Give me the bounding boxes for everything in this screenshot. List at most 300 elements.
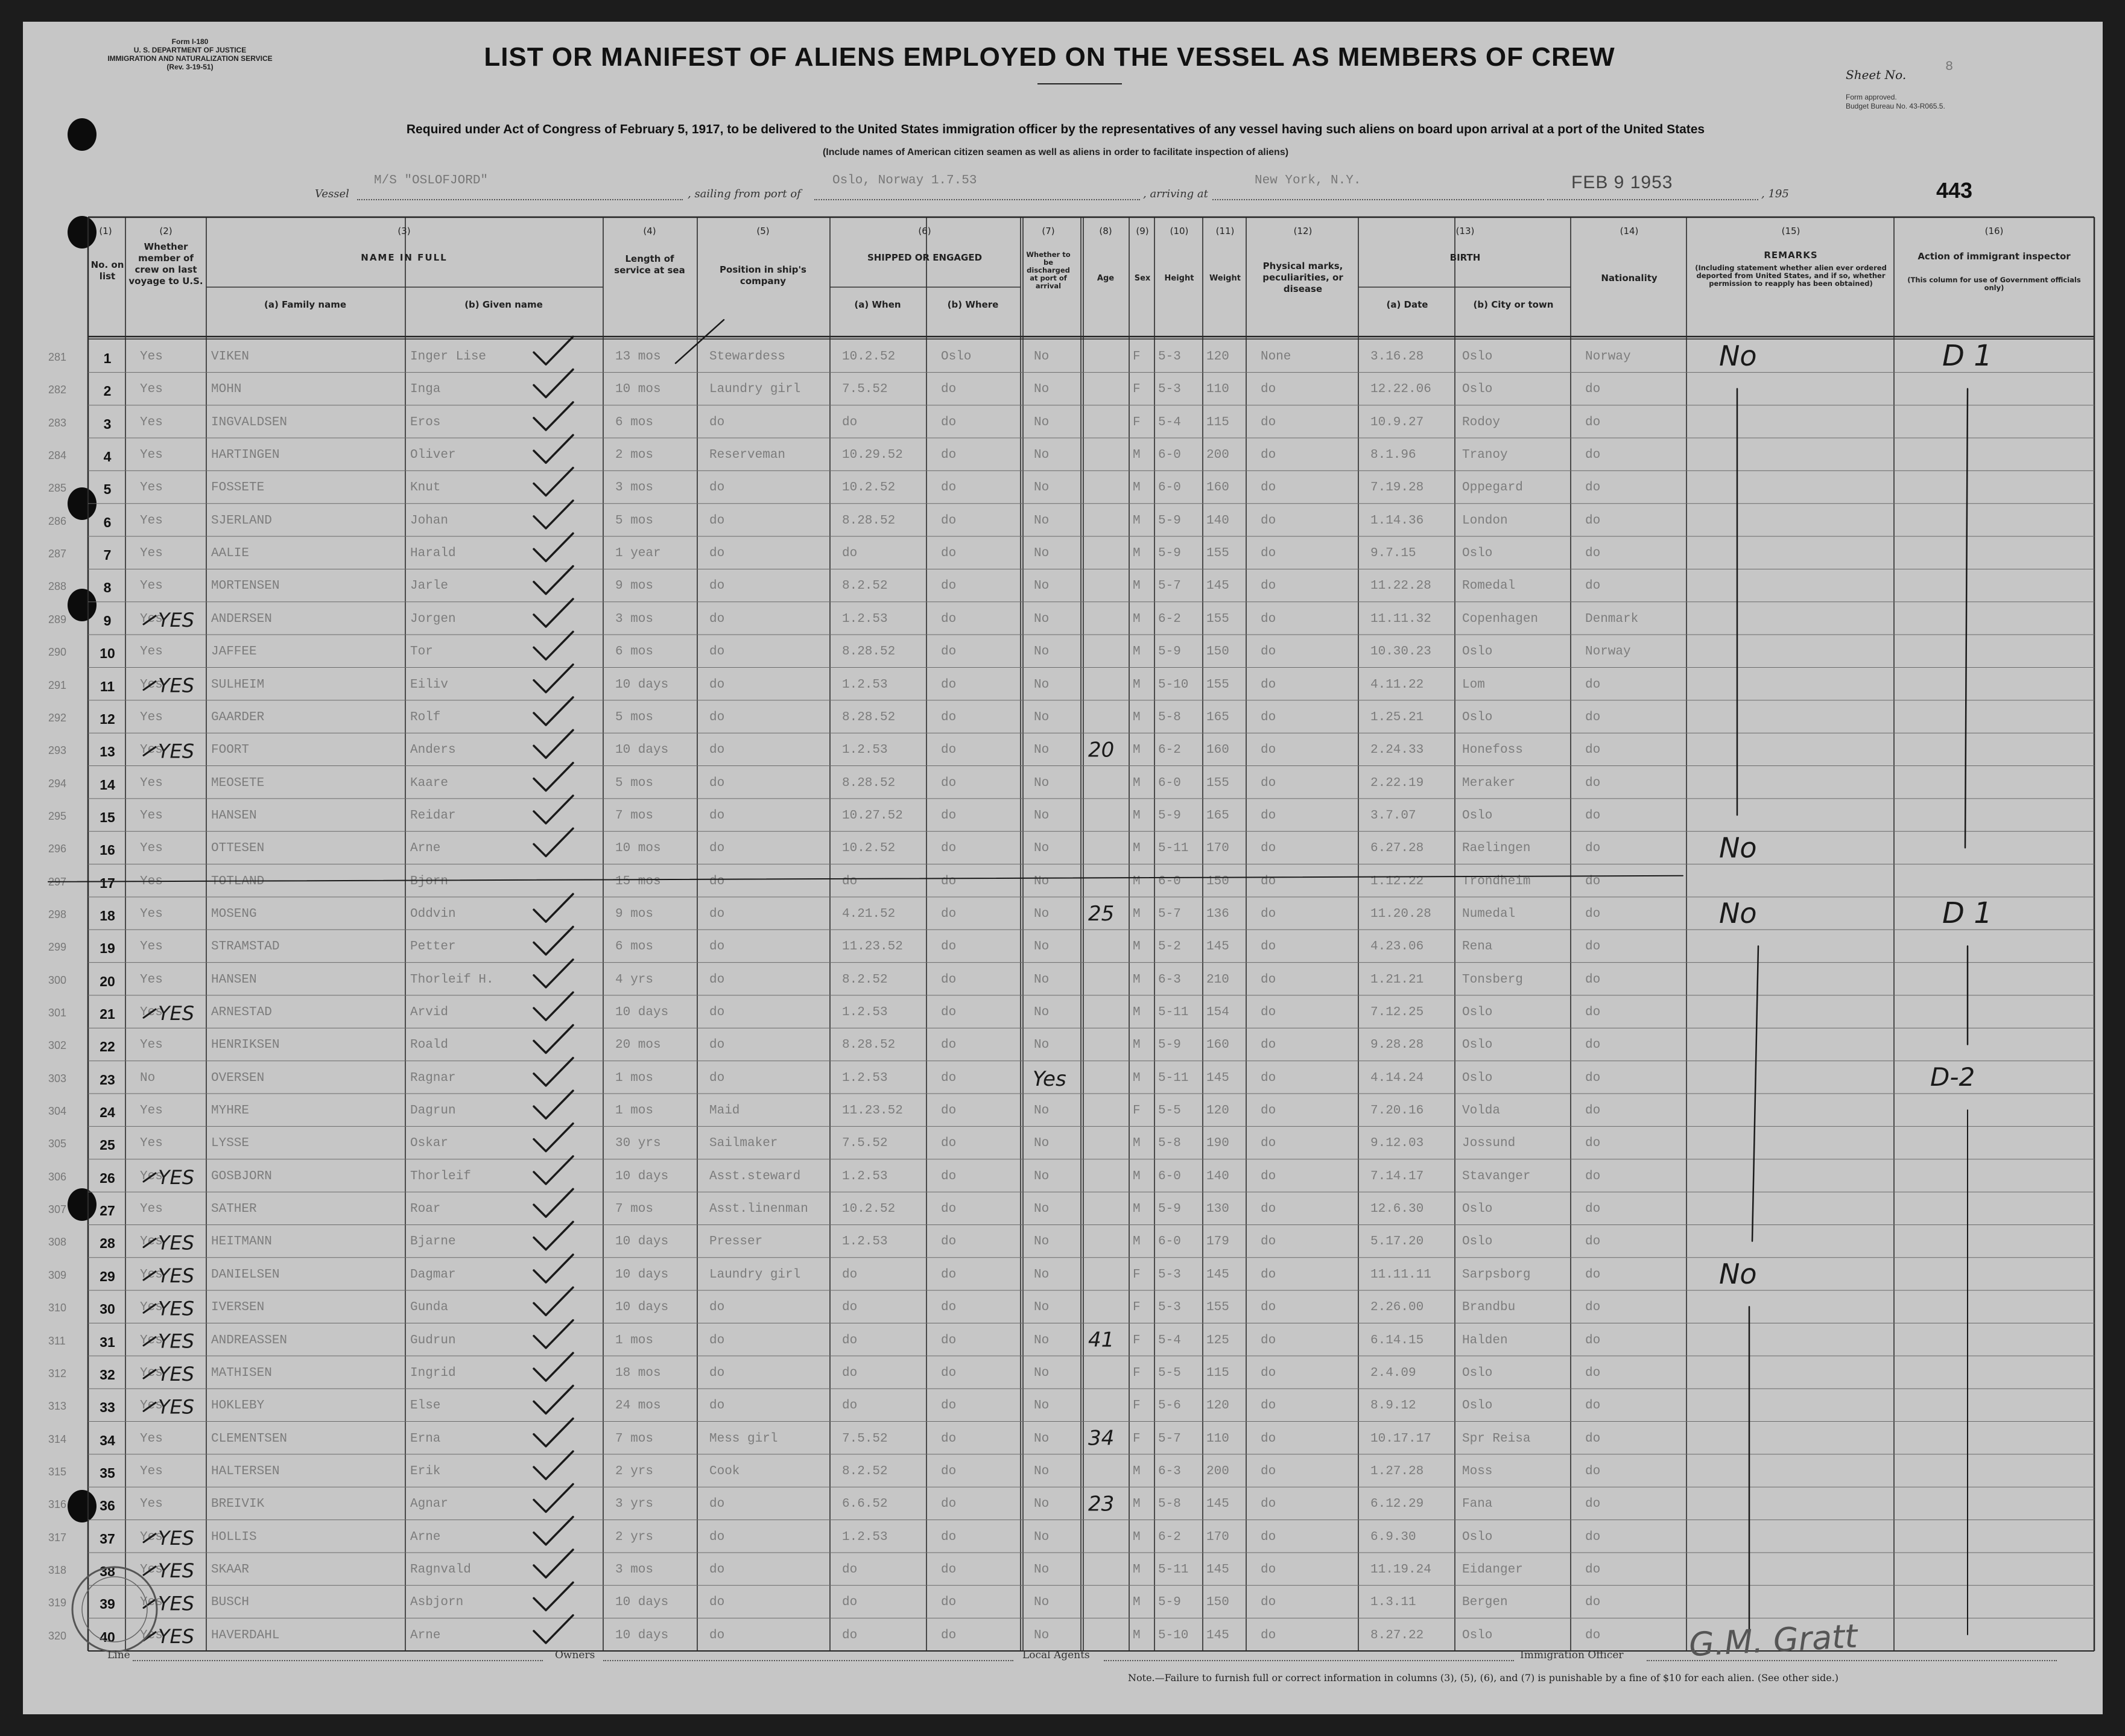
weight-cell: 155 <box>1206 612 1229 626</box>
physical-marks-cell: do <box>1261 1399 1276 1413</box>
family-name-cell: VIKEN <box>211 350 250 364</box>
discharge-cell: No <box>1034 645 1050 659</box>
shipped-where-cell: do <box>941 1071 957 1085</box>
prev-voyage-cell: Yes <box>140 546 163 561</box>
sex-cell: M <box>1133 1071 1141 1085</box>
physical-marks-cell: do <box>1261 1333 1276 1348</box>
vessel-label: Vessel <box>315 188 349 200</box>
height-cell: 5-9 <box>1158 1595 1181 1610</box>
birth-date-cell: 1.12.22 <box>1370 874 1424 889</box>
weight-cell: 145 <box>1206 579 1229 594</box>
discharge-cell: No <box>1034 776 1050 790</box>
weight-cell: 125 <box>1206 1333 1229 1348</box>
shipped-when-cell: do <box>842 1267 858 1282</box>
check-mark-icon <box>534 763 573 791</box>
height-cell: 6-3 <box>1158 1464 1181 1478</box>
check-mark-icon <box>534 1222 573 1250</box>
family-name-cell: JAFFEE <box>211 645 257 659</box>
birth-date-cell: 6.9.30 <box>1370 1530 1416 1544</box>
height-cell: 6-0 <box>1158 1169 1181 1183</box>
birth-city-cell: Eidanger <box>1462 1562 1523 1577</box>
footer-line-dots <box>133 1660 543 1661</box>
shipped-when-cell: 10.2.52 <box>842 841 896 856</box>
physical-marks-cell: do <box>1261 1530 1276 1544</box>
check-mark-icon <box>534 796 573 823</box>
service-cell: 13 mos <box>615 350 661 364</box>
height-cell: 5-3 <box>1158 382 1181 397</box>
physical-marks-cell: do <box>1261 743 1276 758</box>
physical-marks-cell: do <box>1261 1562 1276 1577</box>
position-cell: do <box>709 579 725 594</box>
check-mark-icon <box>534 533 573 561</box>
height-cell: 6-2 <box>1158 743 1181 758</box>
position-cell: do <box>709 1399 725 1413</box>
page-title: LIST OR MANIFEST OF ALIENS EMPLOYED ON THE VESSEL AS MEMBERS OF CREW <box>484 42 1615 72</box>
discharge-cell: No <box>1034 940 1050 954</box>
shipped-where-cell: do <box>941 1202 957 1217</box>
family-name-cell: HALTERSEN <box>211 1464 280 1478</box>
subtitle: Required under Act of Congress of February 5, 1917, to be delivered to the United States immigration officer by the representatives of any vessel having such aliens on board upon arrival at a port of the United States <box>406 122 1705 136</box>
prev-voyage-cell: Yes <box>140 1431 163 1446</box>
sequence-number: 282 <box>48 384 67 396</box>
sex-cell: F <box>1133 1366 1141 1380</box>
weight-cell: 165 <box>1206 710 1229 724</box>
birth-city-cell: Lom <box>1462 677 1485 692</box>
prev-voyage-cell: Yes <box>140 940 163 954</box>
nationality-cell: do <box>1585 1595 1601 1610</box>
physical-marks-cell: do <box>1261 612 1276 626</box>
prev-voyage-cell: Yes <box>140 1497 163 1512</box>
nationality-cell: do <box>1585 481 1601 495</box>
birth-date-cell: 2.26.00 <box>1370 1300 1424 1315</box>
row-number: 19 <box>100 940 115 957</box>
prev-voyage-cell: Yes <box>140 677 163 692</box>
check-mark-icon <box>534 1517 573 1545</box>
position-cell: do <box>709 907 725 921</box>
check-mark-icon <box>534 468 573 496</box>
height-cell: 5-3 <box>1158 350 1181 364</box>
sex-cell: M <box>1133 1006 1141 1019</box>
service-cell: 3 mos <box>615 481 654 495</box>
sex-cell: M <box>1133 972 1141 987</box>
shipped-when-cell: 1.2.53 <box>842 1235 888 1249</box>
physical-marks-cell: do <box>1261 1267 1276 1282</box>
service-cell: 5 mos <box>615 710 654 724</box>
birth-date-cell: 8.27.22 <box>1370 1628 1424 1643</box>
yes-dash-mark <box>144 1009 156 1018</box>
row-number: 30 <box>100 1301 115 1317</box>
prev-voyage-cell: Yes <box>140 1366 163 1380</box>
birth-city-cell: Oslo <box>1462 1038 1493 1053</box>
shipped-when-cell: 7.5.52 <box>842 1136 888 1151</box>
check-mark-icon <box>676 320 724 363</box>
handwritten-yes: YES <box>158 1395 195 1419</box>
sex-cell: M <box>1133 612 1141 626</box>
nationality-cell: do <box>1585 546 1601 561</box>
position-cell: do <box>709 710 725 724</box>
given-name-cell: Petter <box>410 940 456 954</box>
handwritten-yes: YES <box>158 1624 195 1648</box>
height-cell: 5-11 <box>1158 1006 1189 1019</box>
prev-voyage-cell: Yes <box>140 710 163 724</box>
given-name-cell: Jorgen <box>410 612 456 626</box>
row-number: 10 <box>100 645 115 662</box>
position-cell: Presser <box>709 1235 763 1249</box>
row-number: 2 <box>103 383 112 399</box>
birth-city-cell: Meraker <box>1462 776 1516 790</box>
physical-marks-cell: do <box>1261 1497 1276 1512</box>
position-cell: do <box>709 1530 725 1544</box>
sex-cell: M <box>1133 743 1141 758</box>
birth-city-cell: Trondheim <box>1462 874 1531 889</box>
service-cell: 1 mos <box>615 1333 654 1348</box>
service-cell: 3 mos <box>615 612 654 626</box>
shipped-where-cell: do <box>941 382 957 397</box>
prev-voyage-cell: Yes <box>140 1530 163 1544</box>
physical-marks-cell: do <box>1261 448 1276 463</box>
birth-date-cell: 12.6.30 <box>1370 1202 1424 1217</box>
position-cell: do <box>709 808 725 823</box>
discharge-cell: No <box>1034 1104 1050 1118</box>
sequence-number: 298 <box>48 908 67 920</box>
shipped-where-cell: do <box>941 972 957 987</box>
given-name-cell: Erik <box>410 1464 441 1478</box>
physical-marks-cell: do <box>1261 1038 1276 1053</box>
check-mark-icon <box>534 1091 573 1118</box>
discharge-cell: No <box>1034 743 1050 758</box>
discharge-cell: No <box>1034 481 1050 495</box>
birth-city-cell: Bergen <box>1462 1595 1508 1610</box>
shipped-where-cell: do <box>941 677 957 692</box>
shipped-where-cell: do <box>941 415 957 429</box>
nationality-cell: do <box>1585 808 1601 823</box>
family-name-cell: OTTESEN <box>211 841 265 856</box>
sheet-number: 8 <box>1945 59 1954 74</box>
prev-voyage-cell: Yes <box>140 841 163 856</box>
family-name-cell: GAARDER <box>211 710 265 724</box>
height-cell: 5-11 <box>1158 841 1189 856</box>
birth-city-cell: Oslo <box>1462 1530 1493 1544</box>
physical-marks-cell: do <box>1261 1300 1276 1315</box>
sex-cell: M <box>1133 940 1141 954</box>
family-name-cell: LYSSE <box>211 1136 250 1151</box>
prev-voyage-cell: Yes <box>140 350 163 364</box>
shipped-when-cell: do <box>842 874 858 889</box>
birth-date-cell: 6.27.28 <box>1370 841 1424 856</box>
nationality-cell: do <box>1585 382 1601 397</box>
physical-marks-cell: do <box>1261 1202 1276 1217</box>
prev-voyage-cell: Yes <box>140 579 163 594</box>
position-cell: Stewardess <box>709 350 786 364</box>
prev-voyage-cell: Yes <box>140 1595 163 1610</box>
weight-cell: 145 <box>1206 1071 1229 1085</box>
prev-voyage-cell: Yes <box>140 1300 163 1315</box>
handwritten-yes: YES <box>158 1559 195 1583</box>
birth-city-cell: Oslo <box>1462 1366 1493 1380</box>
family-name-cell: INGVALDSEN <box>211 415 288 429</box>
shipped-when-cell: 10.27.52 <box>842 808 903 823</box>
shipped-when-cell: do <box>842 1333 858 1348</box>
nationality-cell: do <box>1585 1562 1601 1577</box>
handwritten-yes: YES <box>158 1231 195 1255</box>
row-number: 3 <box>103 416 112 432</box>
position-cell: do <box>709 612 725 626</box>
sequence-number: 289 <box>48 613 67 626</box>
shipped-when-cell: do <box>842 415 858 429</box>
nationality-cell: do <box>1585 448 1601 463</box>
row-number: 17 <box>100 875 115 891</box>
page-number: 443 <box>1936 178 1973 203</box>
check-mark-icon <box>534 370 573 398</box>
physical-marks-cell: do <box>1261 1628 1276 1643</box>
sailing-label: , sailing from port of <box>688 188 801 200</box>
family-name-cell: BREIVIK <box>211 1497 265 1512</box>
birth-city-cell: Romedal <box>1462 579 1516 594</box>
prev-voyage-cell: Yes <box>140 1399 163 1413</box>
birth-city-cell: Oslo <box>1462 1235 1493 1249</box>
position-cell: do <box>709 1366 725 1380</box>
prev-voyage-cell: Yes <box>140 743 163 758</box>
physical-marks-cell: do <box>1261 1235 1276 1249</box>
col14-label: Nationality <box>1601 273 1658 284</box>
check-mark-icon <box>534 1058 573 1086</box>
physical-marks-cell: do <box>1261 907 1276 921</box>
position-cell: Laundry girl <box>709 382 801 397</box>
sequence-number: 309 <box>48 1269 67 1281</box>
col13-label: BIRTH <box>1449 252 1481 263</box>
col4-number: (4) <box>643 226 656 236</box>
sequence-number: 319 <box>48 1597 67 1609</box>
sequence-number: 294 <box>48 777 67 790</box>
shipped-when-cell: 1.2.53 <box>842 1169 888 1183</box>
yes-dash-mark <box>144 747 156 755</box>
family-name-cell: HOLLIS <box>211 1530 257 1544</box>
col15-note: (Including statement whether alien ever ordered deported from United States, and if so, whether permission to reapply has been obtained) <box>1695 264 1887 288</box>
weight-cell: 155 <box>1206 776 1229 790</box>
family-name-cell: FOORT <box>211 743 250 758</box>
row-number: 16 <box>100 842 115 858</box>
shipped-where-cell: do <box>941 1366 957 1380</box>
col5-number: (5) <box>756 226 770 236</box>
sequence-number: 295 <box>48 809 67 822</box>
family-name-cell: HENRIKSEN <box>211 1038 280 1053</box>
discharge-cell: No <box>1034 415 1050 429</box>
prev-voyage-cell: Yes <box>140 1235 163 1249</box>
check-mark-icon <box>534 566 573 594</box>
row-number: 39 <box>100 1596 115 1612</box>
height-cell: 5-9 <box>1158 645 1181 659</box>
shipped-when-cell: 7.5.52 <box>842 382 888 397</box>
birth-date-cell: 10.17.17 <box>1370 1431 1431 1446</box>
sex-cell: M <box>1133 1038 1141 1053</box>
yes-dash-mark <box>144 1239 156 1247</box>
birth-date-cell: 6.14.15 <box>1370 1333 1424 1348</box>
nationality-cell: do <box>1585 743 1601 758</box>
sex-cell: M <box>1133 874 1141 889</box>
footer-note: Note.—Failure to furnish full or correct information in columns (3), (5), (6), and (7) is punishable by a fine of $10 for each alien. (See other side.) <box>1128 1672 1839 1684</box>
service-cell: 2 mos <box>615 448 654 463</box>
discharge-cell: No <box>1034 1235 1050 1249</box>
shipped-when-cell: 1.2.53 <box>842 1006 888 1019</box>
shipped-when-cell: 10.2.52 <box>842 481 896 495</box>
handwritten-yes: YES <box>158 674 195 697</box>
yes-dash-mark <box>144 682 156 690</box>
shipped-where-cell: do <box>941 546 957 561</box>
sailing-from: Oslo, Norway 1.7.53 <box>832 174 977 188</box>
official-seal <box>82 1577 147 1642</box>
service-cell: 10 mos <box>615 841 661 856</box>
given-name-cell: Eiliv <box>410 677 449 692</box>
row-number: 25 <box>100 1137 115 1153</box>
handwritten-yes: YES <box>158 740 195 763</box>
family-name-cell: HANSEN <box>211 972 257 987</box>
shipped-where-cell: do <box>941 841 957 856</box>
birth-city-cell: Halden <box>1462 1333 1508 1348</box>
birth-date-cell: 4.23.06 <box>1370 940 1424 954</box>
prev-voyage-cell: Yes <box>140 513 163 528</box>
sequence-number: 302 <box>48 1039 67 1052</box>
birth-date-cell: 4.11.22 <box>1370 677 1424 692</box>
service-cell: 5 mos <box>615 513 654 528</box>
sequence-number: 308 <box>48 1236 67 1249</box>
shipped-where-cell: do <box>941 1169 957 1183</box>
shipped-where-cell: do <box>941 874 957 889</box>
ditto-line <box>1752 946 1758 1241</box>
given-name-cell: Knut <box>410 481 441 495</box>
birth-date-cell: 11.11.11 <box>1370 1267 1431 1282</box>
nationality-cell: do <box>1585 1169 1601 1183</box>
birth-city-cell: London <box>1462 513 1508 528</box>
prev-voyage-cell: Yes <box>140 382 163 397</box>
nationality-cell: Norway <box>1585 645 1631 659</box>
sex-cell: F <box>1133 1267 1141 1282</box>
handwritten-age: 25 <box>1088 902 1115 927</box>
action-d1: D 1 <box>1942 339 1992 373</box>
col10-label: Height <box>1164 274 1194 283</box>
sex-cell: F <box>1133 1333 1141 1348</box>
row-number: 5 <box>103 481 112 498</box>
sex-cell: M <box>1133 645 1141 659</box>
service-cell: 3 yrs <box>615 1497 654 1512</box>
service-cell: 2 yrs <box>615 1464 654 1478</box>
height-cell: 6-0 <box>1158 481 1181 495</box>
service-cell: 6 mos <box>615 415 654 429</box>
service-cell: 10 days <box>615 1628 669 1643</box>
nationality-cell: do <box>1585 841 1601 856</box>
height-cell: 6-2 <box>1158 1530 1181 1544</box>
year-label: , 195 <box>1761 188 1789 200</box>
position-cell: do <box>709 513 725 528</box>
handwritten-age: 23 <box>1088 1492 1115 1516</box>
col6-number: (6) <box>918 226 931 236</box>
handwritten-age: 20 <box>1088 738 1115 762</box>
prev-voyage-cell: Yes <box>140 415 163 429</box>
service-cell: 10 days <box>615 1300 669 1315</box>
service-cell: 7 mos <box>615 1202 654 1217</box>
birth-date-cell: 10.30.23 <box>1370 645 1431 659</box>
height-cell: 5-11 <box>1158 1071 1189 1085</box>
sex-cell: M <box>1133 776 1141 790</box>
position-cell: do <box>709 645 725 659</box>
given-name-cell: Arne <box>410 1530 441 1544</box>
footer-owners-label: Owners <box>555 1649 595 1661</box>
weight-cell: 140 <box>1206 513 1229 528</box>
sex-cell: M <box>1133 579 1141 594</box>
position-cell: do <box>709 940 725 954</box>
discharge-cell: No <box>1034 677 1050 692</box>
given-name-cell: Reidar <box>410 808 456 823</box>
service-cell: 10 mos <box>615 382 661 397</box>
col16-number: (16) <box>1984 226 2004 236</box>
yes-dash-mark <box>144 1599 156 1608</box>
given-name-cell: Oliver <box>410 448 456 463</box>
weight-cell: 170 <box>1206 1530 1229 1544</box>
birth-date-cell: 7.20.16 <box>1370 1104 1424 1118</box>
sex-cell: F <box>1133 1300 1141 1315</box>
height-cell: 5-2 <box>1158 940 1181 954</box>
discharge-cell: No <box>1034 1399 1050 1413</box>
discharge-cell: No <box>1034 1169 1050 1183</box>
shipped-when-cell: 1.2.53 <box>842 1530 888 1544</box>
sex-cell: M <box>1133 513 1141 528</box>
check-mark-icon <box>534 1419 573 1446</box>
shipped-where-cell: do <box>941 1399 957 1413</box>
handwritten-discharge-yes: Yes <box>1033 1066 1066 1091</box>
shipped-when-cell: 8.28.52 <box>842 776 896 790</box>
sex-cell: M <box>1133 1595 1141 1610</box>
shipped-when-cell: do <box>842 1562 858 1577</box>
shipped-when-cell: do <box>842 1595 858 1610</box>
discharge-cell: No <box>1034 1333 1050 1348</box>
sex-cell: M <box>1133 1169 1141 1183</box>
shipped-where-cell: do <box>941 1038 957 1053</box>
col9-label: Sex <box>1134 274 1151 283</box>
position-cell: do <box>709 1038 725 1053</box>
check-mark-icon <box>534 599 573 627</box>
birth-date-cell: 8.1.96 <box>1370 448 1416 463</box>
physical-marks-cell: do <box>1261 1136 1276 1151</box>
nationality-cell: do <box>1585 1136 1601 1151</box>
col1-label: No. on list <box>90 259 124 282</box>
shipped-where-cell: do <box>941 1628 957 1643</box>
prev-voyage-cell: Yes <box>140 645 163 659</box>
service-cell: 3 mos <box>615 1562 654 1577</box>
given-name-cell: Inger Lise <box>410 350 487 364</box>
family-name-cell: MORTENSEN <box>211 579 280 594</box>
birth-city-cell: Tonsberg <box>1462 972 1523 987</box>
family-name-cell: HAVERDAHL <box>211 1628 280 1643</box>
weight-cell: 155 <box>1206 677 1229 692</box>
weight-cell: 140 <box>1206 1169 1229 1183</box>
service-cell: 6 mos <box>615 940 654 954</box>
shipped-where-cell: do <box>941 743 957 758</box>
height-cell: 5-5 <box>1158 1366 1181 1380</box>
family-name-cell: HARTINGEN <box>211 448 280 463</box>
sex-cell: M <box>1133 1235 1141 1249</box>
shipped-when-cell: do <box>842 546 858 561</box>
handwritten-yes: YES <box>158 1526 195 1550</box>
check-mark-icon <box>534 1124 573 1152</box>
shipped-where-cell: do <box>941 907 957 921</box>
given-name-cell: Ragnar <box>410 1071 456 1085</box>
yes-dash-mark <box>144 616 156 624</box>
given-name-cell: Roar <box>410 1202 441 1217</box>
row-number: 27 <box>100 1203 115 1219</box>
physical-marks-cell: do <box>1261 382 1276 397</box>
nationality-cell: do <box>1585 1071 1601 1085</box>
height-cell: 5-6 <box>1158 1399 1181 1413</box>
height-cell: 5-3 <box>1158 1300 1181 1315</box>
